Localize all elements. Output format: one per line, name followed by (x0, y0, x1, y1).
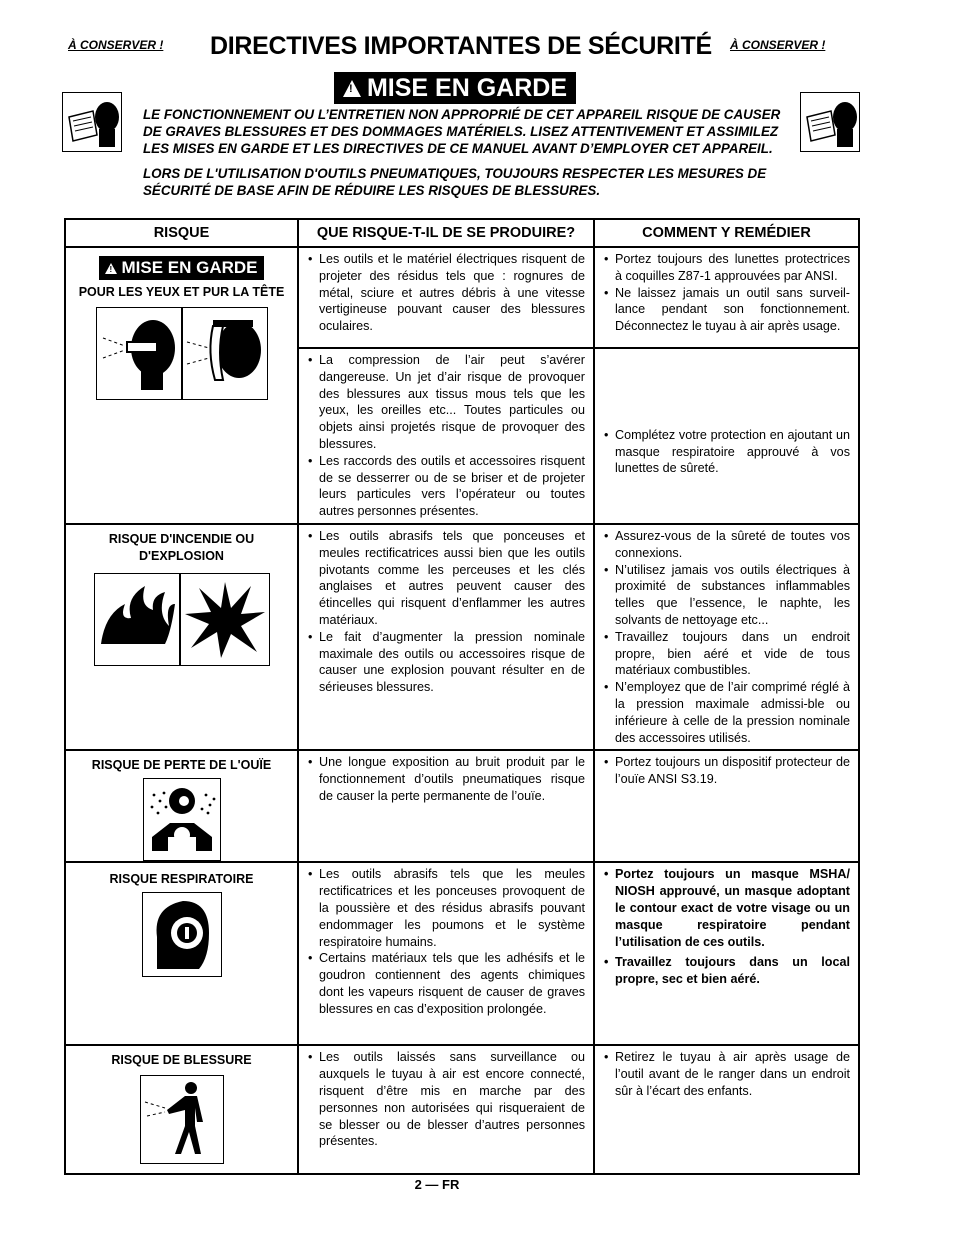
how-cell-fire (594, 524, 859, 750)
injury-person-icon (140, 1075, 224, 1164)
warning-triangle-icon (105, 263, 117, 274)
what-cell-eyes-1 (298, 247, 594, 348)
list-item: • Portez toujours des lunettes protectrices à coquilles Z87-1 approuvées par ANSI. (615, 251, 850, 285)
what-cell-fire (298, 524, 594, 750)
what-cell-eyes-2 (298, 348, 594, 524)
list-item: • Une longue exposition au bruit produit par le fonctionnement d’outils pneumatiques risque de causer la perte permanente de l’ouïe. (319, 754, 585, 804)
read-manual-icon (62, 92, 122, 152)
explosion-icon (180, 573, 270, 666)
risk-cell-respiratory (65, 862, 298, 1045)
page-title: DIRECTIVES IMPORTANTES DE SÉCURITÉ (210, 32, 712, 60)
list-item: • Portez toujours un dispositif protecteur de l’ouïe ANSI S3.19. (615, 754, 850, 788)
list-item: • Les raccords des outils et accessoires risquent de se desserrer ou de se briser et de projeter leurs particules vers l’opérateur ou toutes autres personnes présentes. (319, 453, 585, 520)
warning-triangle-icon (343, 80, 361, 97)
intro-paragraph-2: LORS DE L'UTILISATION D'OUTILS PNEUMATIQUES, TOUJOURS RESPECTER LES MESURES DE SÉCURITÉ DE BASE AFIN DE RÉDUIRE LES RISQUES DE BLESSURES. (143, 166, 767, 198)
face-shield-icon (182, 307, 268, 400)
eye-protection-pictograms (66, 307, 297, 400)
list-item: • Les outils laissés sans surveillance ou auxquels le tuyau à air est encore connecté, risquent d’être mis en marche par des personnes non autorisées qui risqueraient de se blesser ou de blesser d’autres personnes présentes. (319, 1049, 585, 1150)
what-cell-respiratory (298, 862, 594, 1045)
list-item: • Les outils abrasifs tels que ponceuses et meules rectificatrices aussi bien que les outils pivotants comme les perceuses et les clés anglaises et autres peuvent causer des étincelles qui risquent d’enflammer les autres matériaux. (319, 528, 585, 629)
column-header-risk: RISQUE (65, 219, 298, 247)
warning-banner-text: MISE EN GARDE (366, 73, 568, 102)
warning-banner (334, 72, 576, 104)
page-number: 2 — FR (414, 1177, 460, 1192)
how-cell-eyes-1 (594, 247, 859, 348)
risk-title-respiratory: RISQUE RESPIRATOIRE (109, 872, 254, 887)
how-cell-respiratory (594, 862, 859, 1045)
list-item: • Certains matériaux tels que les adhésifs et le goudron contiennent des agents chimiques dont les vapeurs risquent de causer de graves blessures en cas d’exposition prolongée. (319, 950, 585, 1017)
what-cell-hearing (298, 750, 594, 862)
read-manual-icon (800, 92, 860, 152)
respirator-icon (142, 892, 222, 977)
list-item: • N’employez que de l’air comprimé réglé à la pression maximale admissi-ble ou inférieure à celle de la pression nominale des accessoires utilisés. (615, 679, 850, 746)
list-item: • Portez toujours un masque MSHA/ NIOSH approuvé, un masque adoptant le contour exact de votre visage ou un masque respiratoire pendant l’utilisation de ces outils. (615, 866, 850, 950)
intro-warning (143, 106, 783, 207)
fire-pictograms (66, 573, 297, 666)
risk-cell-injury (65, 1045, 298, 1174)
risk-title-eyes: POUR LES YEUX ET PUR LA TÊTE (78, 285, 285, 299)
list-item: • Assurez-vous de la sûreté de toutes vos connexions. (615, 528, 850, 562)
list-item: • Les outils et le matériel électriques risquent de projeter des résidus tels que : rognures de métal, sciure et autres débris à une vitesse vertigineuse pouvant causer des blessures oculaires. (319, 251, 585, 335)
list-item: • Travaillez toujours dans un endroit propre, bien aéré et vide de tous matériaux combustibles. (615, 629, 850, 679)
risk-title-fire: RISQUE D'INCENDIE OU D'EXPLOSION (108, 531, 255, 563)
risk-cell-hearing (65, 750, 298, 862)
list-item: • Complétez votre protection en ajoutant un masque respiratoire approuvé à vos lunettes de sûreté. (615, 427, 850, 477)
risk-cell-eyes (65, 247, 298, 524)
how-cell-eyes-2 (594, 348, 859, 524)
column-header-how: COMMENT Y REMÉDIER (594, 219, 859, 247)
flame-icon (94, 573, 180, 666)
column-header-what: QUE RISQUE-T-IL DE SE PRODUIRE? (298, 219, 594, 247)
risk-title-injury: RISQUE DE BLESSURE (111, 1053, 252, 1068)
what-cell-injury (298, 1045, 594, 1174)
list-item: • Ne laissez jamais un outil sans surveil-lance pendant son fonctionnement. Déconnectez le tuyau à air après usage. (615, 285, 850, 335)
list-item: • La compression de l’air peut s’avérer dangereuse. Un jet d’air risque de provoquer des blessures aux tissus mous tels que les yeux, les oreilles etc... Toutes particules ou objets ainsi projetés risque de provoquer des blessures. (319, 352, 585, 453)
hazard-table (64, 218, 860, 1175)
list-item: • N’utilisez jamais vos outils électriques à proximité de substances inflammables telles que l’essence, le naphte, les solvants de nettoyage etc... (615, 562, 850, 629)
warning-banner-small (99, 256, 263, 280)
safety-glasses-icon (96, 307, 182, 400)
list-item: • Retirez le tuyau à air après usage de l’outil avant de le ranger dans un endroit sûr à l’écart des enfants. (615, 1049, 850, 1099)
list-item: • Les outils abrasifs tels que les meules rectificatrices et les ponceuses provoquent de la poussière et des résidus abrasifs pouvant endommager les poumons et le système respiratoire humains. (319, 866, 585, 950)
hearing-protection-icon (143, 778, 221, 861)
how-cell-hearing (594, 750, 859, 862)
how-cell-injury (594, 1045, 859, 1174)
keep-notice-right: À CONSERVER ! (730, 38, 826, 52)
list-item: • Le fait d’augmenter la pression nominale maximale des outils ou accessoires risque de causer une explosion pouvant résulter en de sérieuses blessures. (319, 629, 585, 696)
warning-banner-small-text: MISE EN GARDE (121, 258, 258, 277)
risk-title-hearing: RISQUE DE PERTE DE L'OUÏE (91, 758, 272, 773)
list-item: • Travaillez toujours dans un local propre, sec et bien aéré. (615, 954, 850, 988)
risk-cell-fire (65, 524, 298, 750)
intro-paragraph-1: LE FONCTIONNEMENT OU L’ENTRETIEN NON APPROPRIÉ DE CET APPAREIL RISQUE DE CAUSER DE GRAVES BLESSURES ET DES DOMMAGES MATÉRIELS. LISEZ ATTENTIVEMENT ET ASSIMILEZ LES MISES EN GARDE ET LES DIRECTIVES DE CE MANUEL AVANT D’EMPLOYER CET APPAREIL. (143, 107, 781, 156)
keep-notice-left: À CONSERVER ! (68, 38, 164, 52)
